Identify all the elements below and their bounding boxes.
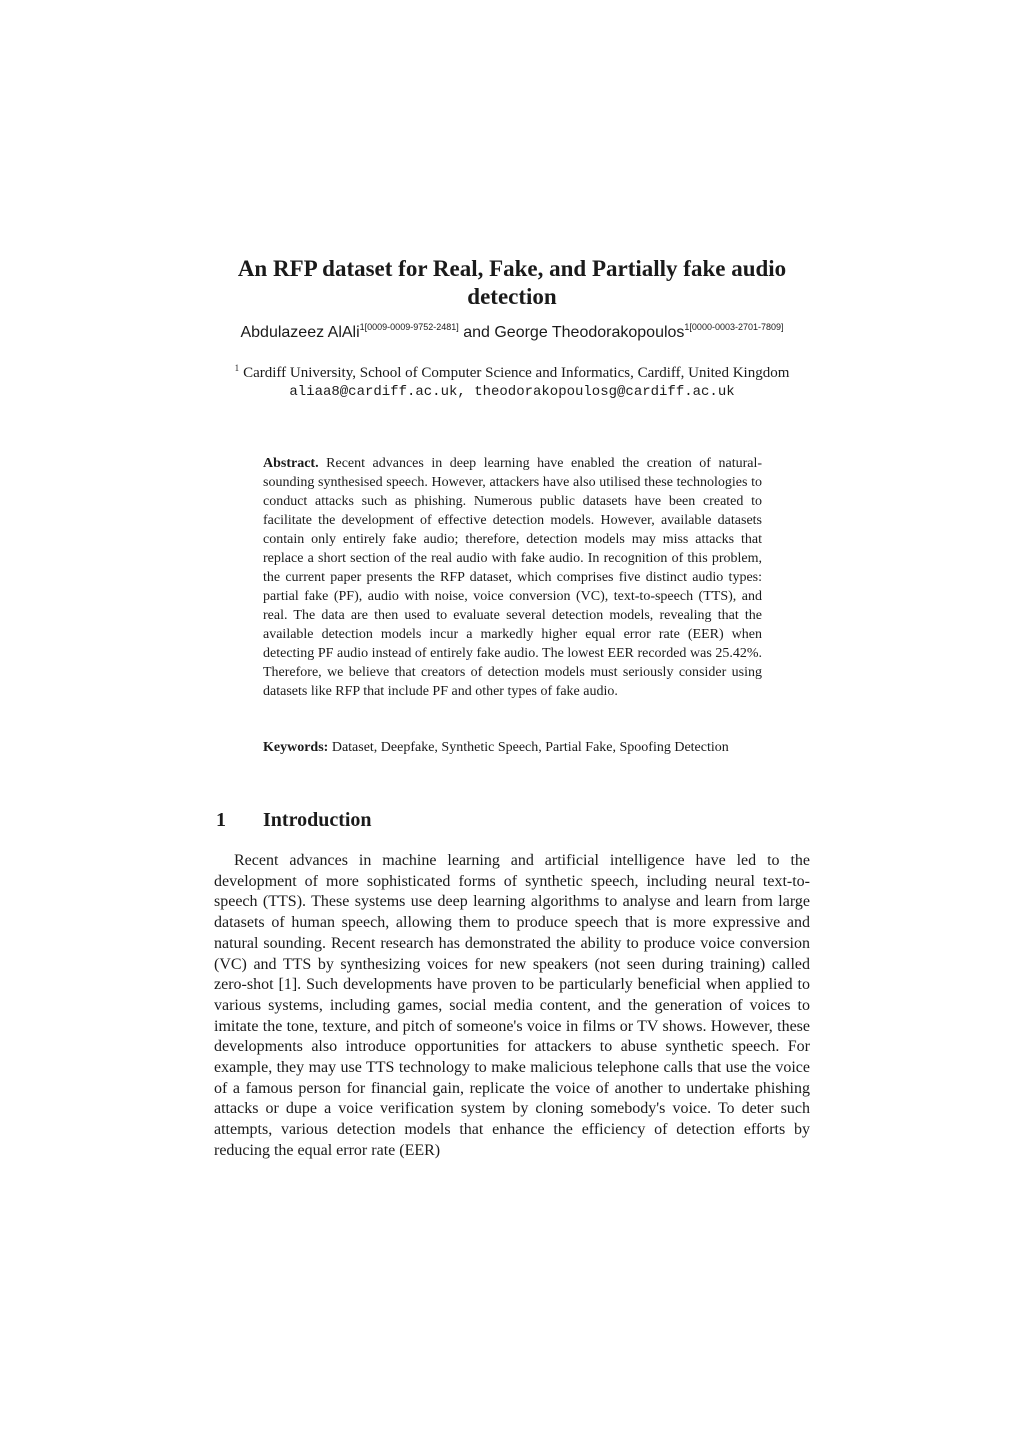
author-name: George Theodorakopoulos — [494, 324, 685, 341]
abstract-text: Recent advances in deep learning have enabled the creation of natural-sounding synthesised speech. However, attackers have also utilised these technologies to conduct attacks such as phishing. Numerous public datasets have been created to facilitate the development of effective detection models. However, available datasets contain only entirely fake audio; therefore, detection models may miss attacks that replace a short section of the real audio with fake audio. In recognition of this problem, the current paper presents the RFP dataset, which comprises five distinct audio types: partial fake (PF), audio with noise, voice conversion (VC), text-to-speech (TTS), and real. The data are then used to evaluate several detection models, revealing that the available detection models incur a markedly higher equal error rate (EER) when detecting PF audio instead of entirely fake audio. The lowest EER recorded was 25.42%. Therefore, we believe that creators of detection models must seriously consider using datasets like RFP that include PF and other types of fake audio. — [263, 456, 763, 699]
affiliation-text: Cardiff University, School of Computer Science and Informatics, Cardiff, United Kingdom — [243, 365, 790, 381]
affiliation — [160, 363, 864, 383]
paper-title: An RFP dataset for Real, Fake, and Partially fake audio detection — [237, 256, 787, 309]
section-number: 1 — [216, 809, 226, 831]
author-line — [160, 322, 864, 344]
section-heading — [216, 807, 372, 833]
keywords-label: Keywords: — [263, 740, 329, 755]
abstract — [263, 454, 762, 701]
author-orcid: 1[0000-0003-2701-7809] — [684, 322, 784, 332]
keywords-text: Dataset, Deepfake, Synthetic Speech, Partial Fake, Spoofing Detection — [331, 740, 729, 755]
author-name: Abdulazeez AlAli — [240, 324, 360, 341]
author-connector: and — [463, 324, 490, 341]
author-emails: aliaa8@cardiff.ac.uk, theodorakopoulosg@cardiff.ac.uk — [289, 384, 735, 400]
keywords — [263, 738, 762, 757]
intro-paragraph: Recent advances in machine learning and artificial intelligence have led to the development of more sophisticated forms of synthetic speech, including neural text-to-speech (TTS). These systems use deep learning algorithms to analyse and learn from large datasets of human speech, allowing them to produce speech that is more expressive and natural sounding. Recent research has demonstrated the ability to produce voice conversion (VC) and TTS by synthesizing voices for new speakers (not seen during training) called zero-shot [1]. Such developments have proven to be particularly beneficial when applied to various systems, including games, social media content, and the generation of voices to imitate the tone, texture, and pitch of someone's voice in films or TV shows. However, these developments also introduce opportunities for attackers to abuse synthetic speech. For example, they may use TTS technology to make malicious telephone calls that use the voice of a famous person for financial gain, replicate the voice of another to undertake phishing attacks or dupe a voice verification system by cloning somebody's voice. To deter such attempts, various detection models that enhance the efficiency of detection efforts by reducing the equal error rate (EER) — [214, 852, 810, 1159]
section-title: Introduction — [263, 809, 372, 831]
affiliation-marker: 1 — [234, 363, 240, 373]
author-orcid: 1[0009-0009-9752-2481] — [359, 322, 459, 332]
abstract-label: Abstract. — [263, 456, 319, 471]
